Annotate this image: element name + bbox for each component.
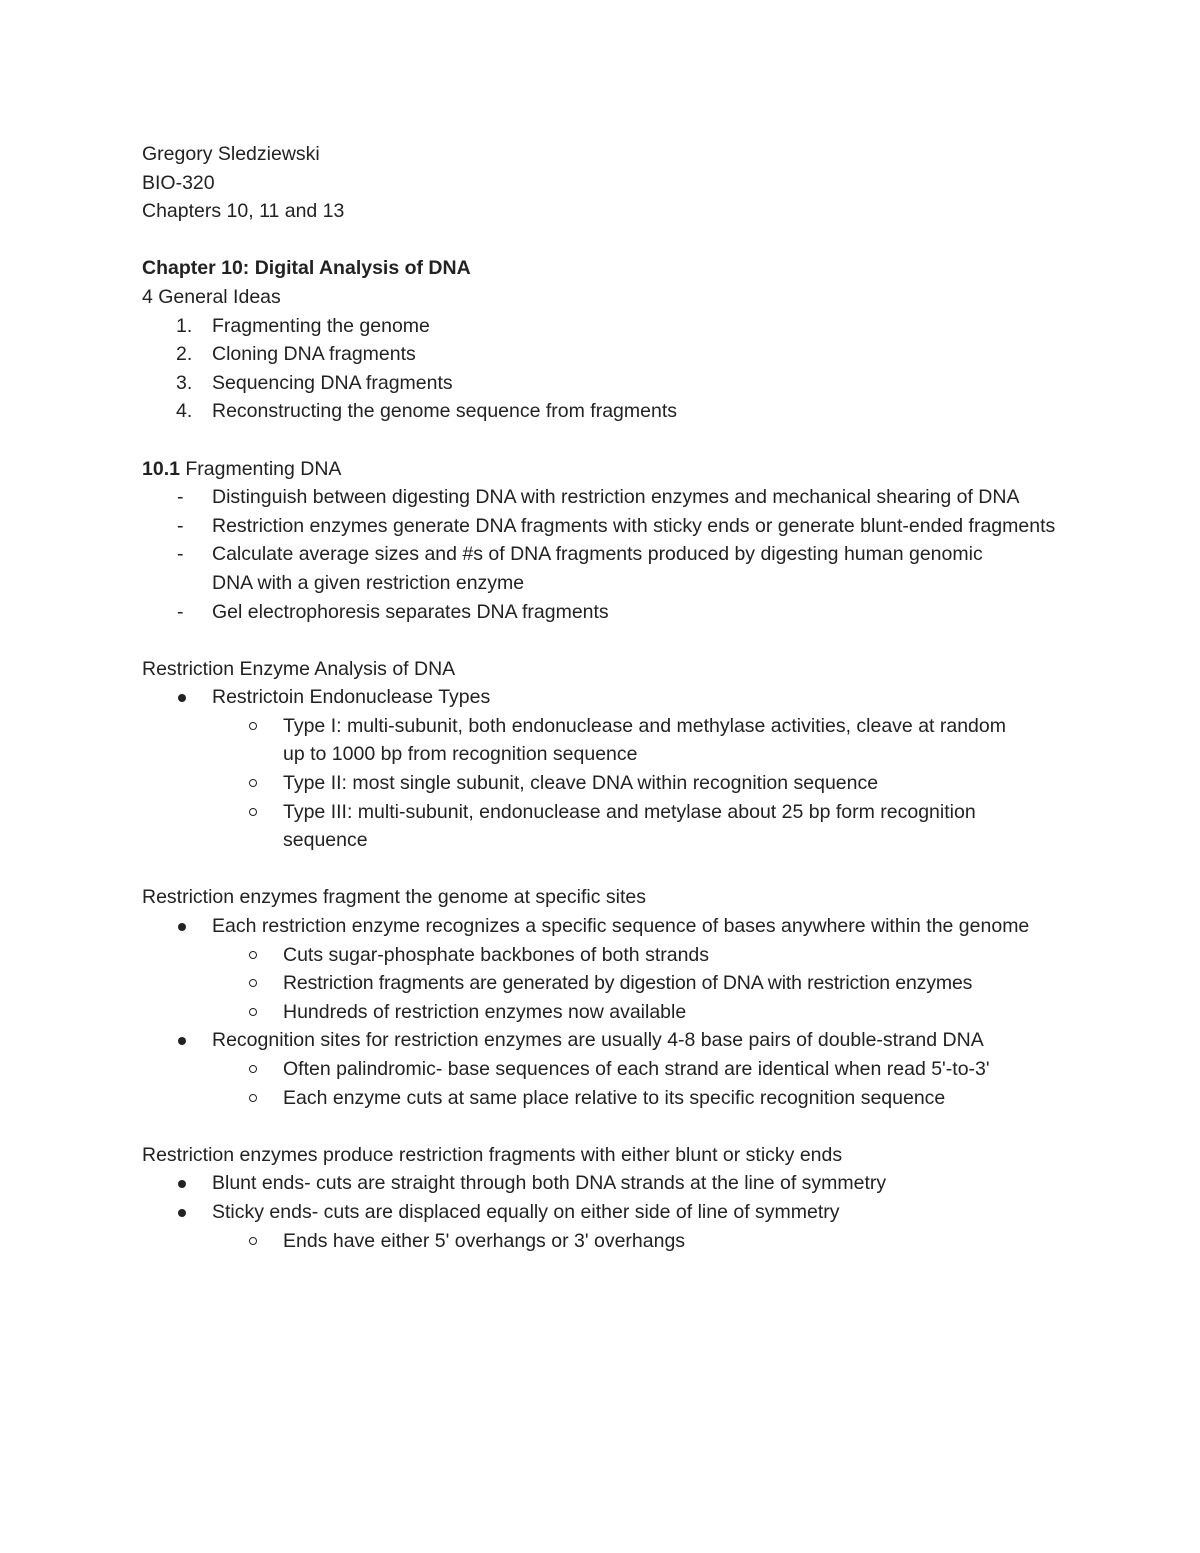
- spacer: [142, 855, 1072, 884]
- bullet-item: [142, 1026, 1072, 1055]
- dash-item-text: Calculate average sizes and #s of DNA fragments produced by digesting human genomic DNA with a given restriction enzyme: [212, 543, 983, 594]
- spacer: [142, 426, 1072, 455]
- sub-bullet-item: [142, 969, 1072, 998]
- dash-marker: -: [177, 543, 184, 566]
- bullet-dot-icon: [178, 1037, 186, 1045]
- sub-bullet-text: Cuts sugar-phosphate backbones of both strands: [283, 943, 710, 966]
- course-code: BIO-320: [142, 171, 215, 194]
- dash-item-text: Gel electrophoresis separates DNA fragments: [212, 600, 609, 623]
- section-heading: [142, 455, 1072, 484]
- dash-item: [142, 540, 1072, 597]
- dash-marker: -: [177, 600, 184, 623]
- list-item: [142, 397, 1072, 426]
- spacer: [142, 226, 1072, 255]
- list-number: 2.: [176, 343, 193, 366]
- list-item-text: Fragmenting the genome: [212, 314, 430, 337]
- list-item: [142, 369, 1072, 398]
- list-number: 3.: [176, 371, 193, 394]
- bullet-dot-icon: [178, 923, 186, 931]
- bullet-item: [142, 1169, 1072, 1198]
- spacer: [142, 1112, 1072, 1141]
- dash-item: [142, 512, 1072, 541]
- dash-marker: -: [177, 514, 184, 537]
- bullet-item-text: Each restriction enzyme recognizes a specific sequence of bases anywhere within the genome: [212, 915, 1030, 938]
- sub-bullet-item: [142, 798, 1072, 855]
- circle-bullet-icon: [249, 979, 257, 987]
- circle-bullet-icon: [249, 1008, 257, 1016]
- spacer: [142, 626, 1072, 655]
- bullet-item-text: Restrictoin Endonuclease Types: [212, 686, 491, 709]
- ideas-title: 4 General Ideas: [142, 285, 281, 308]
- list-item: [142, 312, 1072, 341]
- sub-bullet-text: Type II: most single subunit, cleave DNA within recognition sequence: [283, 772, 879, 795]
- sub-bullet-text: Each enzyme cuts at same place relative to its specific recognition sequence: [283, 1086, 946, 1109]
- list-item-text: Reconstructing the genome sequence from fragments: [212, 400, 678, 423]
- list-number: 1.: [176, 314, 193, 337]
- circle-bullet-icon: [249, 1094, 257, 1102]
- sub-bullet-item: [142, 712, 1072, 769]
- bullet-dot-icon: [178, 1209, 186, 1217]
- bullet-dot-icon: [178, 694, 186, 702]
- subheading: Restriction enzymes produce restriction fragments with either blunt or sticky ends: [142, 1143, 843, 1166]
- bullet-item: [142, 683, 1072, 712]
- sub-bullet-text: Ends have either 5' overhangs or 3' overhangs: [283, 1229, 686, 1252]
- bullet-item: [142, 912, 1072, 941]
- list-number: 4.: [176, 400, 193, 423]
- dash-item: [142, 483, 1072, 512]
- sub-bullet-text: Restriction fragments are generated by digestion of DNA with restriction enzymes: [283, 972, 973, 995]
- sub-bullet-text: Type III: multi-subunit, endonuclease and metylase about 25 bp form recognition sequence: [283, 800, 976, 852]
- dash-marker: -: [177, 486, 184, 509]
- circle-bullet-icon: [249, 1237, 257, 1245]
- sub-bullet-item: [142, 998, 1072, 1027]
- list-item-text: Sequencing DNA fragments: [212, 371, 453, 394]
- author-name: Gregory Sledziewski: [142, 143, 320, 165]
- list-item: [142, 340, 1072, 369]
- bullet-dot-icon: [178, 1180, 186, 1188]
- bullet-item-text: Recognition sites for restriction enzymes are usually 4-8 base pairs of double-strand DNA: [212, 1029, 984, 1052]
- section-number: 10.1: [142, 457, 180, 480]
- sub-bullet-text: Type I: multi-subunit, both endonuclease and methylase activities, cleave at random up to 1000 bp from recognition sequence: [283, 714, 1006, 766]
- circle-bullet-icon: [249, 1065, 257, 1073]
- bullet-item-text: Blunt ends- cuts are straight through both DNA strands at the line of symmetry: [212, 1172, 887, 1195]
- circle-bullet-icon: [249, 808, 257, 816]
- sub-bullet-item: [142, 769, 1072, 798]
- sub-bullet-item: [142, 1084, 1072, 1113]
- dash-item: [142, 598, 1072, 627]
- dash-item-text: Restriction enzymes generate DNA fragments with sticky ends or generate blunt-ended fragments: [212, 514, 1056, 537]
- chapter-heading: Chapter 10: Digital Analysis of DNA: [142, 257, 471, 280]
- sub-bullet-text: Hundreds of restriction enzymes now available: [283, 1000, 687, 1023]
- sub-bullet-item: [142, 1227, 1072, 1256]
- circle-bullet-icon: [249, 722, 257, 730]
- chapters-line: Chapters 10, 11 and 13: [142, 200, 345, 223]
- subheading: Restriction Enzyme Analysis of DNA: [142, 657, 456, 680]
- sub-bullet-item: [142, 941, 1072, 970]
- sub-bullet-text: Often palindromic- base sequences of each strand are identical when read 5'-to-3': [283, 1058, 990, 1080]
- document-page: [142, 140, 1072, 1255]
- sub-bullet-item: [142, 1055, 1072, 1084]
- subheading: Restriction enzymes fragment the genome at specific sites: [142, 886, 646, 909]
- list-item-text: Cloning DNA fragments: [212, 343, 416, 366]
- circle-bullet-icon: [249, 951, 257, 959]
- section-title: Fragmenting DNA: [179, 457, 342, 480]
- dash-item-text: Distinguish between digesting DNA with restriction enzymes and mechanical shearing of DNA: [212, 486, 1020, 509]
- bullet-item: [142, 1198, 1072, 1227]
- circle-bullet-icon: [249, 779, 257, 787]
- bullet-item-text: Sticky ends- cuts are displaced equally on either side of line of symmetry: [212, 1200, 840, 1223]
